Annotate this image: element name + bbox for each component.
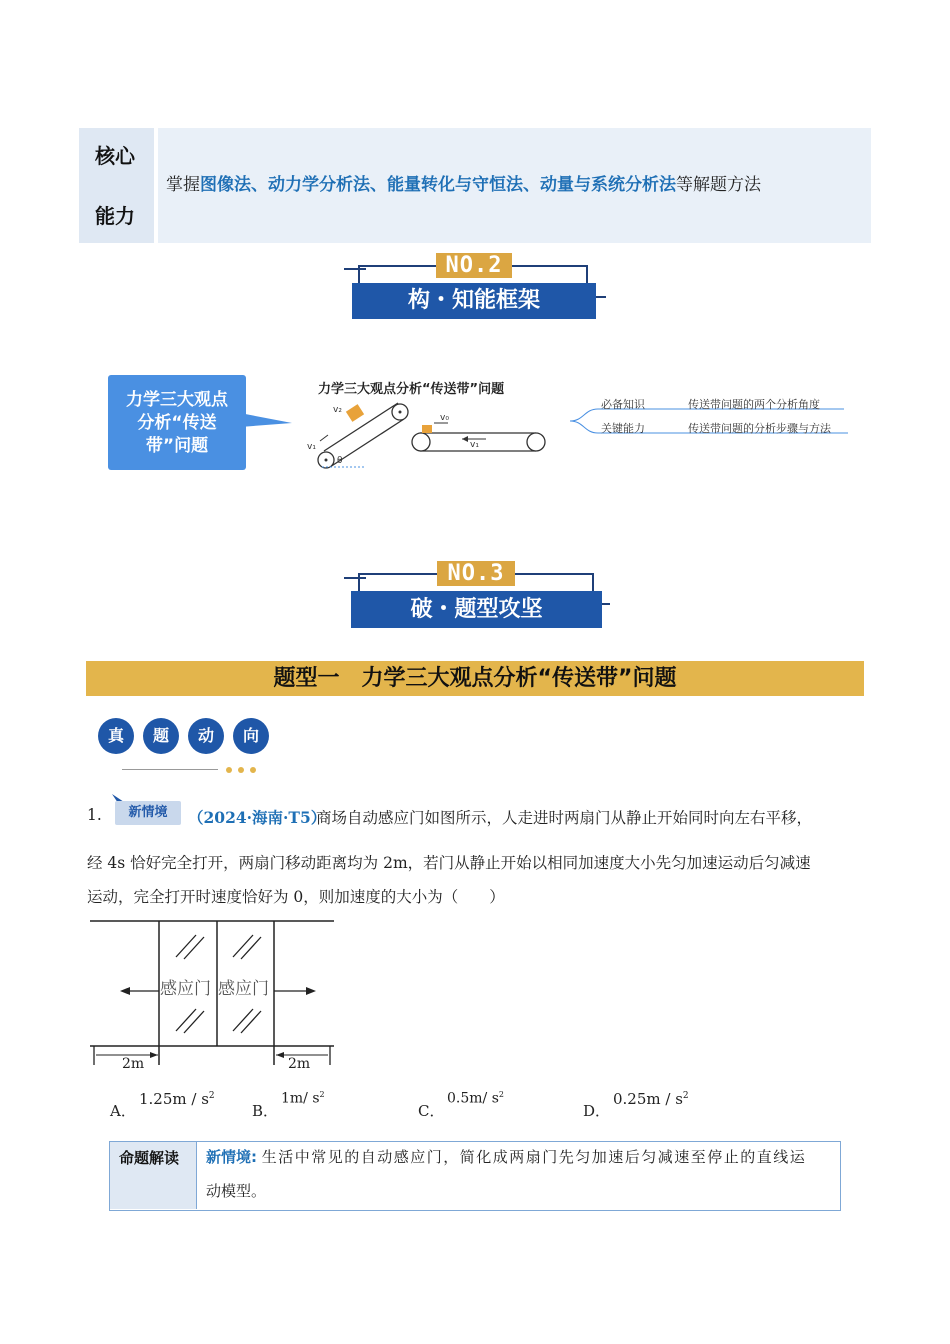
- pill-3: 动: [188, 718, 224, 754]
- label-v1-left: v₁: [307, 442, 316, 452]
- question-line-1: 商场自动感应门如图所示，人走进时两扇门从静止开始同时向左右平移，: [316, 809, 813, 827]
- analysis-key: 新情境:: [206, 1148, 257, 1166]
- analysis-text-1: 生活中常见的自动感应门，简化成两扇门先匀加速后匀减速至停止的直线运: [261, 1148, 807, 1166]
- pill-4: 向: [233, 718, 269, 754]
- core-ability-text: [166, 170, 761, 195]
- banner2-right-bracket: [586, 265, 588, 285]
- option-d-label: D．: [583, 1102, 611, 1120]
- option-a-label: A．: [110, 1102, 136, 1120]
- pill-underline: [122, 769, 218, 770]
- topic-title-bar: 题型一 力学三大观点分析“传送带”问题: [86, 661, 864, 696]
- dot-1: [226, 767, 232, 773]
- banner2-left-tick: [344, 268, 366, 270]
- banner3-left-bracket: [358, 573, 360, 593]
- analysis-divider: [196, 1142, 197, 1209]
- door-figure: [88, 915, 338, 1075]
- question-source: （2024·海南·T5）: [188, 808, 327, 827]
- mindmap-root-box: [108, 375, 246, 470]
- core-suffix: 等解题方法: [676, 175, 761, 195]
- section2-title: 构・知能框架: [352, 283, 596, 319]
- question-number: 1.: [87, 806, 102, 824]
- core-separator: [154, 128, 158, 243]
- dot-3: [250, 767, 256, 773]
- core-label-line2: 能力: [95, 204, 135, 228]
- question-line-2: 经 4s 恰好完全打开，两扇门移动距离均为 2m，若门从静止开始以相同加速度大小先匀加速运动后匀减速: [87, 854, 811, 872]
- mindmap-pointer: [240, 405, 300, 435]
- dot-2: [238, 767, 244, 773]
- analysis-line-1: [206, 1146, 806, 1167]
- pill-1: 真: [98, 718, 134, 754]
- core-prefix: 掌握: [166, 175, 200, 195]
- option-a-value: $1.25m / s^2$: [139, 1090, 215, 1108]
- option-d-value: $0.25m / s^2$: [613, 1090, 689, 1108]
- core-label-line1: 核心: [95, 144, 135, 168]
- branch-2-detail: 传送带问题的分析步骤与方法: [688, 422, 831, 435]
- label-theta: θ: [337, 456, 343, 466]
- section3-tag: NO.3: [437, 561, 515, 586]
- analysis-label-cell: [110, 1142, 196, 1209]
- core-ability-label: [79, 128, 154, 243]
- section2-tag: NO.2: [436, 253, 512, 278]
- banner3-right-bracket: [592, 573, 594, 593]
- dist-left-label: 2m: [122, 1056, 145, 1072]
- pill-2: 题: [143, 718, 179, 754]
- banner3-right-tick: [602, 603, 610, 605]
- new-context-badge: 新情境: [115, 801, 181, 825]
- label-v0: v₀: [440, 413, 449, 423]
- analysis-label: 命题解读: [119, 1149, 180, 1167]
- branch-2-name: 关键能力: [601, 422, 645, 435]
- section3-title: 破・题型攻坚: [351, 591, 602, 628]
- door-left-label: 感应门: [160, 979, 211, 999]
- analysis-line-2: 动模型。: [206, 1182, 267, 1200]
- door-right-label: 感应门: [218, 979, 269, 999]
- mindmap-root-text: 力学三大观点分析“传送带”问题: [126, 390, 228, 456]
- option-b-label: B．: [252, 1102, 279, 1120]
- option-b-value: 1m/ $s^2$: [281, 1090, 325, 1107]
- branch-1-name: 必备知识: [601, 398, 645, 411]
- option-c-label: C．: [418, 1102, 445, 1120]
- banner2-right-tick: [596, 296, 606, 298]
- banner3-left-tick: [344, 577, 366, 579]
- branch-1-detail: 传送带问题的两个分析角度: [688, 398, 820, 411]
- core-highlight: 图像法、动力学分析法、能量转化与守恒法、动量与系统分析法: [200, 175, 676, 195]
- dist-right-label: 2m: [288, 1056, 311, 1072]
- diagram-title: 力学三大观点分析“传送带”问题: [318, 382, 505, 397]
- banner2-left-bracket: [358, 265, 360, 285]
- question-line-3: 运动，完全打开时速度恰好为 0，则加速度的大小为（ ）: [87, 888, 505, 906]
- label-v1-right: v₁: [470, 440, 479, 450]
- option-c-value: 0.5m/ $s^2$: [447, 1090, 504, 1107]
- label-v2: v₂: [333, 405, 342, 415]
